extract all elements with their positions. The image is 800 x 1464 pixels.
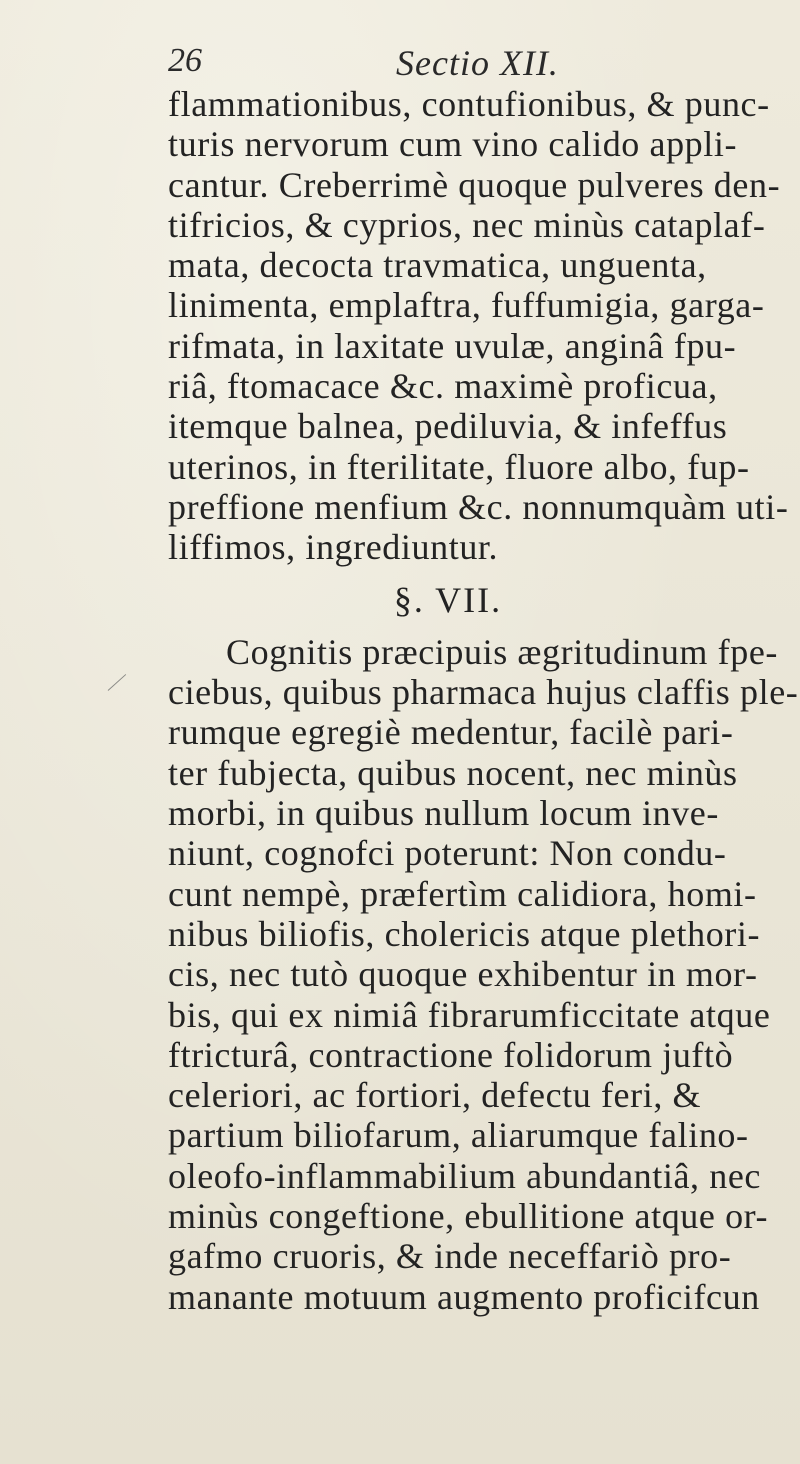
text-line: uterinos, in fterilitate, fluore albo, fup- (168, 446, 750, 487)
text-line: celeriori, ac fortiori, defectu feri, & (168, 1075, 702, 1116)
text-line: gafmo cruoris, & inde neceffariò pro- (168, 1236, 732, 1277)
text-line: mata, decocta travmatica, unguenta, (168, 245, 707, 286)
text-line: itemque balnea, pediluvia, & infeffus (168, 406, 728, 447)
text-line: cis, nec tutò quoque exhibentur in mor- (168, 954, 758, 995)
text-line: niunt, cognofci poterunt: Non condu- (168, 833, 727, 874)
text-line: linimenta, emplaftra, fuffumigia, garga- (168, 285, 765, 326)
text-line: cunt nempè, præfertìm calidiora, homi- (168, 873, 757, 914)
text-line: Cognitis præcipuis ægritudinum fpe- (226, 631, 778, 672)
text-line: ciebus, quibus pharmaca hujus claffis ple- (168, 672, 799, 713)
text-line: morbi, in quibus nullum locum inve- (168, 793, 719, 834)
text-line: oleofo-inflammabilium abundantiâ, nec (168, 1155, 762, 1196)
text-line: riâ, ftomacace &c. maximè proficua, (168, 366, 718, 407)
page-number: 26 (168, 42, 202, 79)
text-line: liffimos, ingrediuntur. (168, 527, 499, 568)
text-line: minùs congeftione, ebullitione atque or- (168, 1196, 769, 1237)
text-line: bis, qui ex nimiâ fibrarumficcitate atque (168, 994, 771, 1035)
text-line: preffione menfium &c. nonnumquàm uti- (168, 486, 789, 527)
text-line: tifricios, & cyprios, nec minùs cataplaf- (168, 204, 766, 245)
body-text (168, 84, 799, 1317)
text-line: rifmata, in laxitate uvulæ, anginâ fpu- (168, 325, 737, 366)
text-line: rumque egregiè medentur, facilè pari- (168, 712, 734, 753)
text-line: nibus biliofis, cholericis atque plethori- (168, 913, 761, 954)
text-line: flammationibus, contufionibus, & punc- (168, 84, 770, 124)
text-line: ter fubjecta, quibus nocent, nec minùs (168, 752, 738, 793)
text-line: ftricturâ, contractione folidorum juftò (168, 1034, 734, 1075)
text-line: cantur. Creberrimè quoque pulveres den- (168, 164, 781, 205)
paragraph-heading: §. VII. (393, 579, 503, 620)
text-line: turis nervorum cum vino calido appli- (168, 124, 738, 165)
section-title: Sectio XII. (396, 43, 559, 83)
margin-pencil-mark (108, 674, 127, 691)
text-line: partium biliofarum, aliarumque falino- (168, 1115, 749, 1156)
text-line: manante motuum augmento proficifcun (168, 1276, 760, 1317)
